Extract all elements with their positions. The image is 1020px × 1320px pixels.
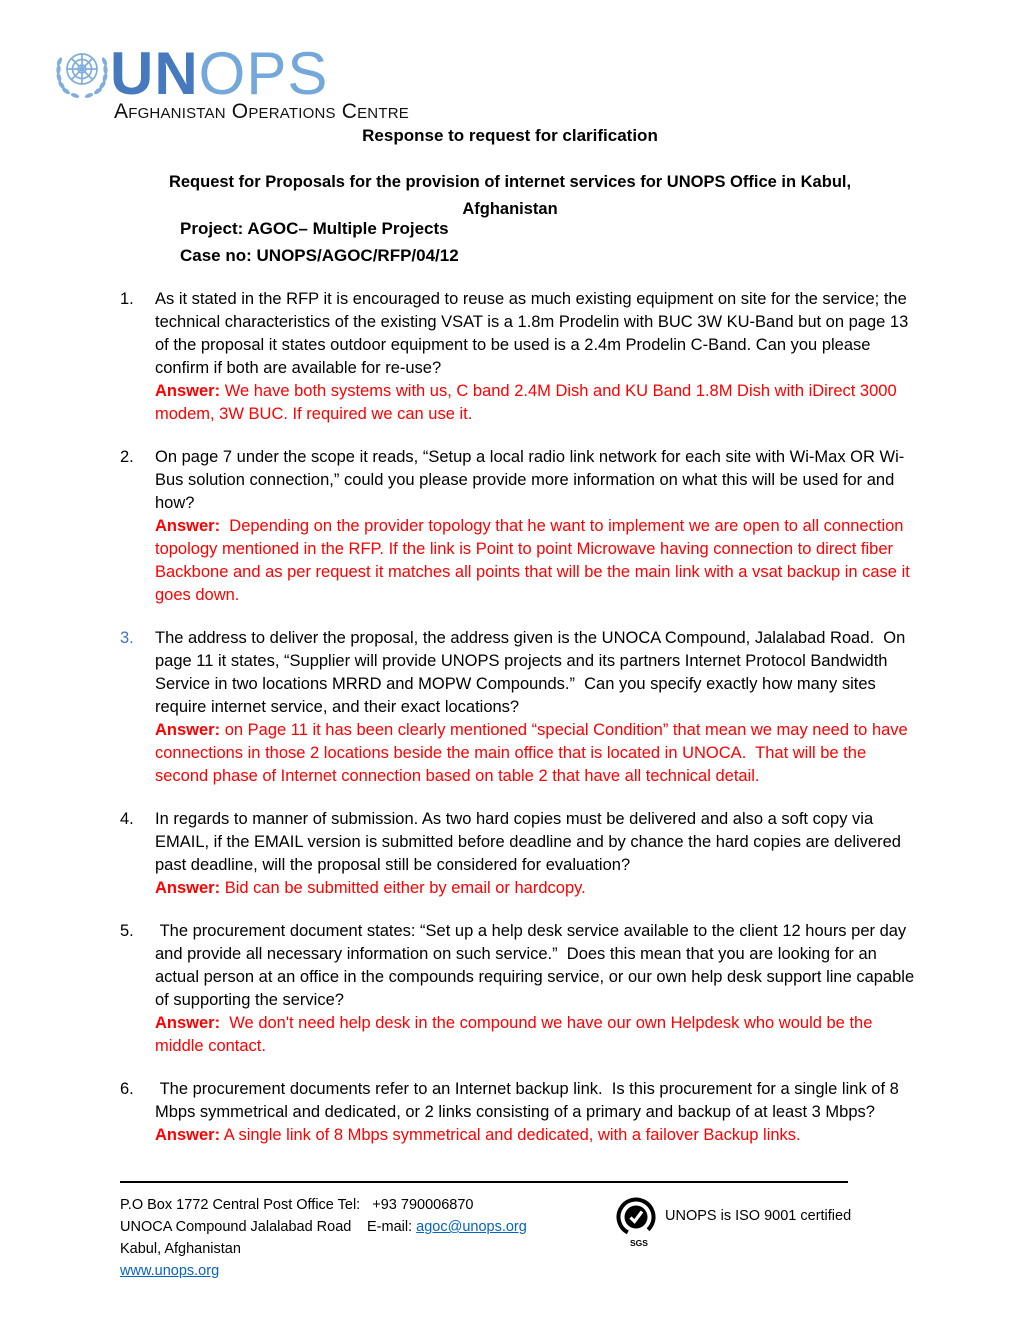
answer-body: on Page 11 it has been clearly mentioned “special Condition” that mean we may need to have connections in those 2 locations beside the main office that is located in UNOCA. That will be the second phase of Internet connection based on table 2 that have all technical detail. [155, 721, 913, 785]
answer-text [155, 1012, 915, 1058]
unops-logo-text [110, 40, 329, 107]
question-number: 1. [120, 290, 134, 308]
answer-label: Answer: [155, 1126, 221, 1144]
answer-label: Answer: [155, 1014, 221, 1032]
un-emblem-icon [54, 44, 110, 106]
answer-body: We don't need help desk in the compound we have our own Helpdesk who would be the middle contact. [155, 1014, 877, 1055]
website-link[interactable]: www.unops.org [120, 1263, 220, 1279]
answer-label: Answer: [155, 382, 221, 400]
question-number: 2. [120, 448, 134, 466]
address-line [120, 1216, 615, 1238]
page-title: Response to request for clarification [362, 126, 658, 145]
answer-label: Answer: [155, 517, 221, 535]
answer-text [155, 380, 915, 426]
city-line: Kabul, Afghanistan [120, 1241, 241, 1257]
qa-item-5 [120, 920, 919, 1058]
answer-body: Bid can be submitted either by email or hardcopy. [220, 879, 586, 897]
question-text: On page 7 under the scope it reads, “Setup a local radio link network for each site with Wi-Max OR Wi-Bus solution connection,” could you please provide more information on what this will be used for and how? [155, 448, 905, 512]
answer-text [155, 1124, 915, 1147]
question-text: In regards to manner of submission. As two hard copies must be delivered and also a soft copy via EMAIL, if the EMAIL version is submitted before deadline and by chance the hard copies are delivered past deadline, will the proposal still be considered for evaluation? [155, 810, 906, 874]
email-link[interactable]: agoc@unops.org [416, 1219, 527, 1235]
footer [120, 1181, 852, 1282]
answer-body: A single link of 8 Mbps symmetrical and dedicated, with a failover Backup links. [220, 1126, 801, 1144]
question-text: As it stated in the RFP it is encouraged to reuse as much existing equipment on site for the service; the technical characteristics of the existing VSAT is a 1.8m Prodelin with BUC 3W KU-Band but on page 13 of the proposal it states outdoor equipment to be used is a 2.4m Prodelin C-Band. Can you please confirm if both are available for re-use? [155, 290, 913, 377]
question-number: 6. [120, 1080, 134, 1098]
qa-list [120, 288, 919, 1167]
qa-item-3 [120, 627, 915, 788]
answer-text [155, 877, 915, 900]
qa-item-1 [120, 288, 915, 426]
question-text: The address to deliver the proposal, the address given is the UNOCA Compound, Jalalabad Road. On page 11 it states, “Supplier will provide UNOPS projects and its partners Internet Protocol Bandwidth Service in two locations MRRD and MOPW Compounds.” Can you specify exactly how many sites require internet service, and their exact locations? [155, 629, 910, 716]
project-line: Project: AGOC– Multiple Projects [180, 219, 449, 238]
answer-text [155, 515, 915, 607]
qa-item-6 [120, 1078, 915, 1147]
case-number-line: Case no: UNOPS/AGOC/RFP/04/12 [180, 246, 459, 265]
answer-body: We have both systems with us, C band 2.4M Dish and KU Band 1.8M Dish with iDirect 3000 modem, 3W BUC. If required we can use it. [155, 382, 902, 423]
answer-body: Depending on the provider topology that he want to implement we are open to all connection topology mentioned in the RFP. If the link is Point to point Microwave having connection to direct fiber Backbone and as per request it matches all points that will be the main link with a vsat backup in case it goes down. [155, 517, 915, 604]
question-number: 3. [120, 629, 134, 647]
question-number: 5. [120, 922, 134, 940]
question-number: 4. [120, 810, 134, 828]
answer-label: Answer: [155, 721, 221, 739]
email-line [367, 1216, 527, 1238]
qa-item-2 [120, 446, 915, 607]
question-text: The procurement documents refer to an Internet backup link. Is this procurement for a single link of 8 Mbps symmetrical and dedicated, or 2 links consisting of a primary and backup of at least 3 Mbps? [155, 1080, 904, 1121]
operations-centre-subtitle: Afghanistan Operations Centre [114, 100, 409, 123]
answer-text [155, 719, 915, 788]
logo-ops: OPS [198, 40, 329, 107]
answer-label: Answer: [155, 879, 221, 897]
sgs-iso-icon [615, 1196, 657, 1248]
compound-address: UNOCA Compound Jalalabad Road [120, 1219, 352, 1235]
sgs-label: SGS [630, 1238, 648, 1248]
iso-certification [615, 1194, 851, 1282]
footer-divider [120, 1181, 848, 1183]
iso-certified-text: UNOPS is ISO 9001 certified [665, 1208, 852, 1224]
address-block [120, 1194, 615, 1282]
qa-item-4 [120, 808, 915, 900]
question-text: The procurement document states: “Set up a help desk service available to the client 12 hours per day and provide all necessary information on such service.” Does this mean that you are looking for an actual person at an office in the compounds requiring service, or our own help desk support line capable of supporting the service? [155, 922, 919, 1009]
po-box-line: P.O Box 1772 Central Post Office Tel: +93 790006870 [120, 1197, 474, 1213]
email-label: E-mail: [367, 1219, 417, 1235]
rfp-title: Request for Proposals for the provision of internet services for UNOPS Office in Kabul, Afghanistan [168, 173, 852, 218]
logo-un: UN [110, 40, 199, 107]
